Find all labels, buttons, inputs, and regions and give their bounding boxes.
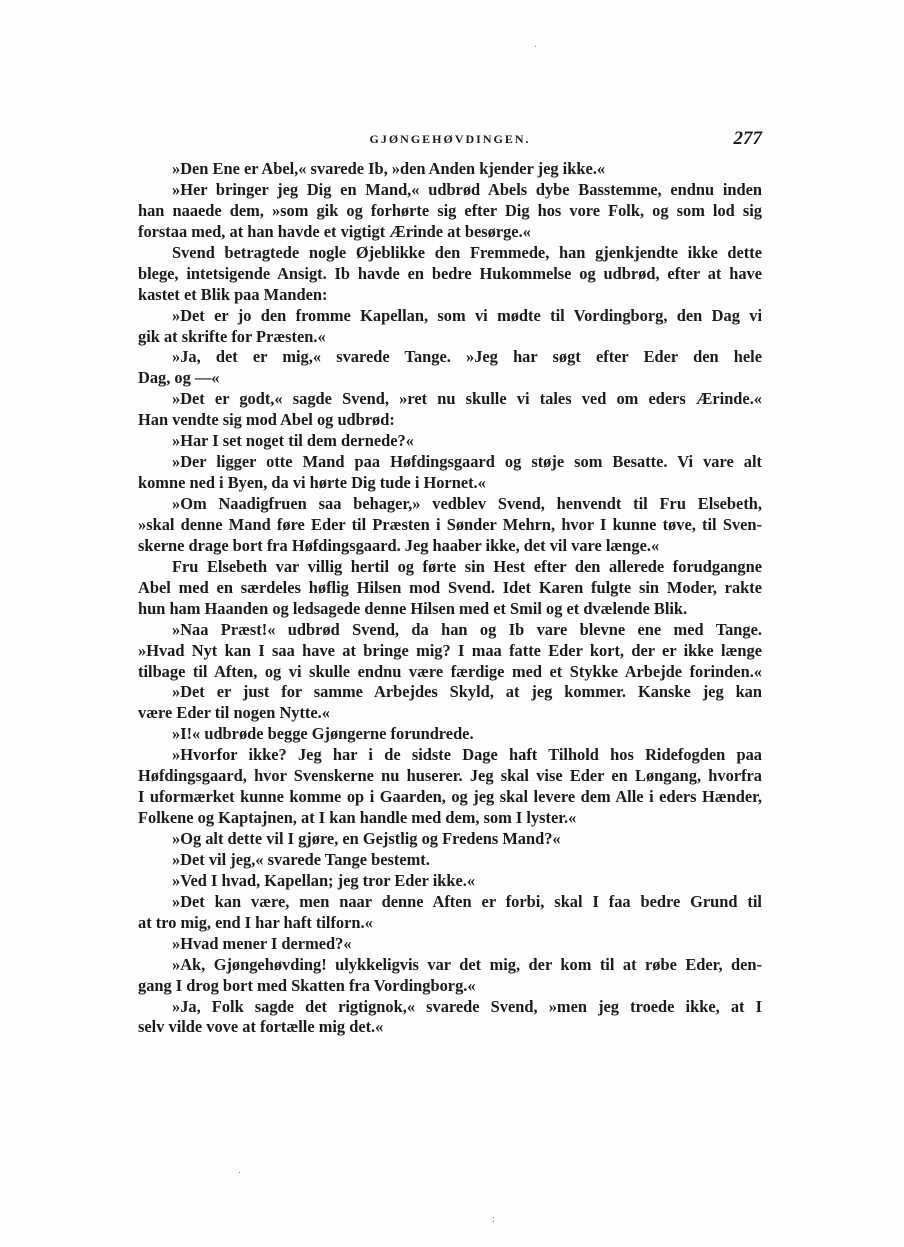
text-line: gang I drog bort med Skatten fra Vordingborg.« xyxy=(138,975,476,995)
text-line: »Om Naadigfruen saa behager,» vedblev Svend, henvendt til Fru Elsebeth, xyxy=(172,494,762,513)
text-line: »Det vil jeg,« svarede Tange bestemt. xyxy=(172,849,430,869)
text-line: »Der ligger otte Mand paa Høfdingsgaard og støje som Besatte. Vi vare alt xyxy=(172,452,762,472)
text-line: hun ham Haanden og ledsagede denne Hilsen med et Smil og et dvælende Blik. xyxy=(138,598,688,618)
text-line: skerne drage bort fra Høfdingsgaard. Jeg haaber ikke, det vil vare længe.« xyxy=(138,535,660,555)
text-line: »Her bringer jeg Dig en Mand,« udbrød Abels dybe Basstemme, endnu inden xyxy=(172,179,762,199)
text-line: »Naa Præst!« udbrød Svend, da han og Ib vare blevne ene med Tange. xyxy=(172,619,762,639)
text-line: tilbage til Aften, og vi skulle endnu være færdige med et Stykke Arbejde forinden.« xyxy=(138,661,762,681)
text-line: være Eder til nogen Nytte.« xyxy=(138,703,330,723)
text-line: »I!« udbrøde begge Gjøngerne forundrede. xyxy=(172,724,474,744)
text-line: at tro mig, end I har haft tilforn.« xyxy=(138,912,373,932)
body-text xyxy=(138,159,762,1038)
text-line: »Ja, Folk sagde det rigtignok,« svarede Svend, »men jeg troede ikke, at I xyxy=(172,996,762,1016)
text-line: forstaa med, at han havde et vigtigt Ærinde at besørge.« xyxy=(138,221,531,241)
text-line: han naaede dem, »som gik og forhørte sig efter Dig hos vore Folk, og som lod sig xyxy=(138,200,762,220)
text-line: »skal denne Mand føre Eder til Præsten i Sønder Mehrn, hvor I kunne tøve, til Sven- xyxy=(138,514,762,534)
text-line: »Det er just for samme Arbejdes Skyld, at jeg kommer. Kanske jeg kan xyxy=(172,682,762,702)
text-line: Svend betragtede nogle Øjeblikke den Fremmede, han gjenkjendte ikke dette xyxy=(172,242,762,262)
text-line: Fru Elsebeth var villig hertil og førte sin Hest efter den allerede forudgangne xyxy=(172,556,762,576)
page-number: 277 xyxy=(733,128,762,149)
text-line: »Hvad mener I dermed?« xyxy=(172,933,352,953)
text-line: selv vilde vove at fortælle mig det.« xyxy=(138,1017,384,1037)
text-line: Abel med en særdeles høflig Hilsen mod Svend. Idet Karen fulgte sin Moder, rakte xyxy=(138,577,762,597)
text-line: »Det er godt,« sagde Svend, »ret nu skulle vi tales ved om eders Ærinde.« xyxy=(172,389,762,409)
text-line: Han vendte sig mod Abel og udbrød: xyxy=(138,410,395,430)
text-line: »Og alt dette vil I gjøre, en Gejstlig og Fredens Mand?« xyxy=(172,829,561,848)
text-line: Dag, og —« xyxy=(138,368,220,388)
text-line: »Ak, Gjøngehøvding! ulykkeligvis var det mig, der kom til at røbe Eder, den- xyxy=(172,954,762,974)
text-line: »Har I set noget til dem dernede?« xyxy=(172,431,414,451)
text-line: blege, intetsigende Ansigt. Ib havde en bedre Hukommelse og udbrød, efter at have xyxy=(138,263,762,283)
running-title: GJØNGEHØVDINGEN. xyxy=(369,132,531,146)
text-line: »Det er jo den fromme Kapellan, som vi mødte til Vordingborg, den Dag vi xyxy=(172,305,762,325)
text-line: »Ved I hvad, Kapellan; jeg tror Eder ikke.« xyxy=(172,870,476,890)
text-line: »Det kan være, men naar denne Aften er forbi, skal I faa bedre Grund til xyxy=(172,891,762,911)
text-line: Høfdingsgaard, hvor Svenskerne nu huserer. Jeg skal vise Eder en Løngang, hvorfra xyxy=(138,766,762,786)
text-line: »Hvorfor ikke? Jeg har i de sidste Dage haft Tilhold hos Ridefogden paa xyxy=(172,745,762,765)
text-line: »Hvad Nyt kan I saa have at bringe mig? I maa fatte Eder kort, der er ikke længe xyxy=(138,640,762,660)
text-line: »Ja, det er mig,« svarede Tange. »Jeg har søgt efter Eder den hele xyxy=(172,347,762,367)
scan-speck: : xyxy=(492,1214,495,1225)
text-line: »Den Ene er Abel,« svarede Ib, »den Anden kjender jeg ikke.« xyxy=(172,159,606,178)
scan-speck: · xyxy=(534,42,538,53)
scan-speck: · xyxy=(238,1168,242,1179)
text-line: gik at skrifte for Præsten.« xyxy=(138,326,326,346)
page-header xyxy=(138,128,762,156)
text-line: komne ned i Byen, da vi hørte Dig tude i Hornet.« xyxy=(138,473,486,493)
text-line: I uformærket kunne komme op i Gaarden, og jeg skal levere dem Alle i eders Hænder, xyxy=(138,787,762,807)
text-line: Folkene og Kaptajnen, at I kan handle med dem, som I lyster.« xyxy=(138,808,577,828)
text-line: kastet et Blik paa Manden: xyxy=(138,284,328,304)
